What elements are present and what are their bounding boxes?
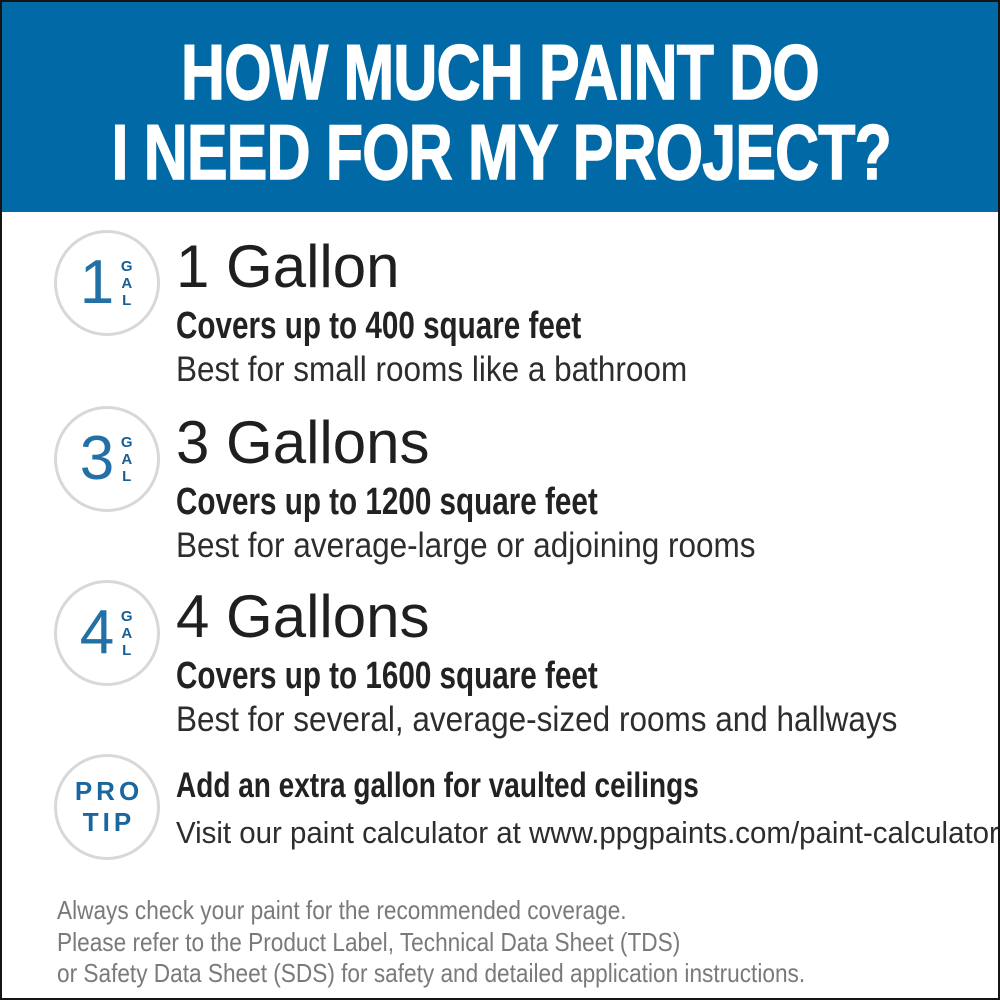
header-banner — [2, 2, 998, 212]
four-gallon-icon — [54, 580, 160, 686]
gallon-description: Best for several, average-sized rooms and hallways — [176, 700, 898, 739]
gallon-title: 4 Gallons — [176, 583, 430, 650]
one-gallon-icon — [54, 230, 160, 336]
pro-tip-headline: Add an extra gallon for vaulted ceilings — [176, 766, 699, 805]
pro-tip-badge-line1: PRO — [74, 776, 144, 806]
gallon-description: Best for average-large or adjoining rooms — [176, 526, 756, 565]
pro-tip-icon — [54, 754, 160, 860]
gallon-unit-label: GAL — [120, 607, 133, 659]
pro-tip-row — [54, 754, 1000, 860]
gallon-number: 3 — [79, 424, 115, 493]
gallon-title: 3 Gallons — [176, 409, 430, 476]
gallon-title: 1 Gallon — [176, 233, 400, 300]
gallon-coverage: Covers up to 400 square feet — [176, 305, 582, 347]
gallon-row-4 — [54, 580, 977, 742]
three-gallon-icon — [54, 406, 160, 512]
gallon-unit-label: GAL — [120, 433, 133, 485]
gallon-texts — [176, 580, 977, 742]
gallon-coverage: Covers up to 1200 square feet — [176, 481, 598, 523]
disclaimer-line2: Please refer to the Product Label, Technical Data Sheet (TDS) — [57, 926, 681, 957]
pro-tip-calculator-url-line: Visit our paint calculator at www.ppgpaints.com/paint-calculator — [176, 815, 999, 850]
gallon-texts — [176, 230, 744, 392]
gallon-description: Best for small rooms like a bathroom — [176, 350, 688, 389]
gallon-texts — [176, 406, 820, 568]
disclaimer — [57, 895, 917, 990]
disclaimer-line1: Always check your paint for the recommended coverage. — [57, 895, 627, 925]
gallon-number: 4 — [79, 598, 115, 667]
gallon-number: 1 — [79, 248, 115, 317]
pro-tip-texts — [176, 754, 1000, 860]
page-title-line2: I NEED FOR MY PROJECT? — [111, 108, 892, 196]
gallon-row-3 — [54, 406, 820, 568]
gallon-coverage: Covers up to 1600 square feet — [176, 655, 598, 697]
gallon-unit-label: GAL — [120, 257, 133, 309]
disclaimer-line3: or Safety Data Sheet (SDS) for safety and detailed application instructions. — [57, 958, 806, 988]
gallon-row-1 — [54, 230, 744, 392]
page-title-line1: HOW MUCH PAINT DO — [181, 28, 819, 116]
pro-tip-badge-line2: TIP — [82, 807, 136, 837]
